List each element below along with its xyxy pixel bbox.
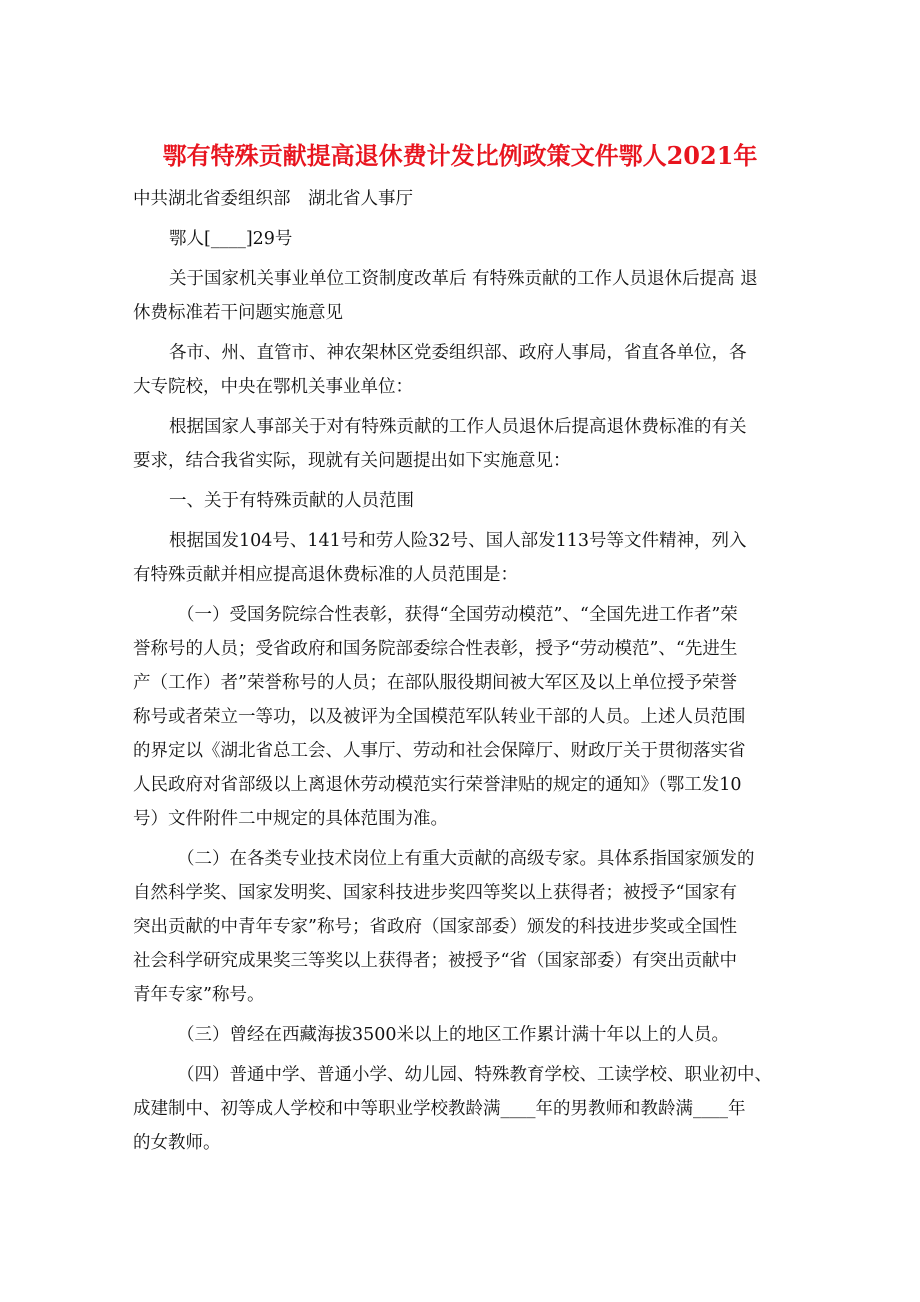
- text-line: 鄂人[____]29号: [169, 229, 293, 249]
- text-line: 休费标准若干问题实施意见: [133, 303, 343, 323]
- section-heading: [133, 484, 793, 518]
- text-line: 称号或者荣立一等功，以及被评为全国模范军队转业干部的人员。上述人员范围: [133, 707, 746, 727]
- text-line: 有特殊贡献并相应提高退休费标准的人员范围是：: [133, 565, 518, 585]
- intro-paragraph: [133, 410, 793, 478]
- text-line: 的女教师。: [133, 1133, 221, 1153]
- text-line: 的界定以《湖北省总工会、人事厅、劳动和社会保障厅、财政厅关于贯彻落实省: [133, 741, 746, 761]
- text-line: 中共湖北省委组织部 湖北省人事厅: [133, 189, 413, 209]
- document-title: 鄂有特殊贡献提高退休费计发比例政策文件鄂人2021年: [162, 141, 758, 170]
- document-body: [133, 182, 793, 1160]
- text-line: 青年专家”称号。: [133, 985, 265, 1005]
- text-line: 社会科学研究成果奖三等奖以上获得者；被授予“省（国家部委）有突出贡献中: [133, 951, 737, 971]
- addressees: [133, 336, 793, 404]
- text-line: 号）文件附件二中规定的具体范围为准。: [133, 809, 448, 829]
- text-line: （一）受国务院综合性表彰，获得“全国劳动模范”、“全国先进工作者”荣: [177, 605, 738, 625]
- text-line: 各市、州、直管市、神农架林区党委组织部、政府人事局，省直各单位，各: [169, 343, 747, 363]
- scope-paragraph: [133, 524, 793, 592]
- text-line: 要求，结合我省实际，现就有关问题提出如下实施意见：: [133, 451, 571, 471]
- text-line: 产（工作）者”荣誉称号的人员；在部队服役期间被大军区及以上单位授予荣誉: [133, 673, 737, 693]
- issuer-line: [133, 182, 793, 216]
- text-line: 自然科学奖、国家发明奖、国家科技进步奖四等奖以上获得者；被授予“国家有: [133, 883, 737, 903]
- document-subject: [133, 262, 793, 330]
- text-line: 一、关于有特殊贡献的人员范围: [169, 491, 414, 511]
- text-line: 根据国家人事部关于对有特殊贡献的工作人员退休后提高退休费标准的有关: [169, 417, 747, 437]
- text-line: 大专院校，中央在鄂机关事业单位：: [133, 377, 413, 397]
- text-line: （三）曾经在西藏海拔3500米以上的地区工作累计满十年以上的人员。: [177, 1025, 730, 1045]
- text-line: 根据国发104号、141号和劳人险32号、国人部发113号等文件精神，列入: [169, 531, 747, 551]
- item-two: [133, 842, 793, 1012]
- text-line: 突出贡献的中青年专家”称号；省政府（国家部委）颁发的科技进步奖或全国性: [133, 917, 737, 937]
- item-one: [133, 598, 793, 836]
- text-line: 誉称号的人员；受省政府和国务院部委综合性表彰，授予“劳动模范”、“先进生: [133, 639, 738, 659]
- text-line: 人民政府对省部级以上离退休劳动模范实行荣誉津贴的规定的通知》（鄂工发10: [133, 775, 742, 795]
- item-three: [133, 1018, 793, 1052]
- item-four: [133, 1058, 793, 1160]
- text-line: （四）普通中学、普通小学、幼儿园、特殊教育学校、工读学校、职业初中、: [177, 1065, 772, 1085]
- text-line: （二）在各类专业技术岗位上有重大贡献的高级专家。具体系指国家颁发的: [177, 849, 755, 869]
- document-number: [133, 222, 793, 256]
- text-line: 成建制中、初等成人学校和中等职业学校教龄满____年的男教师和教龄满____年: [133, 1099, 746, 1119]
- text-line: 关于国家机关事业单位工资制度改革后 有特殊贡献的工作人员退休后提高 退: [169, 269, 758, 289]
